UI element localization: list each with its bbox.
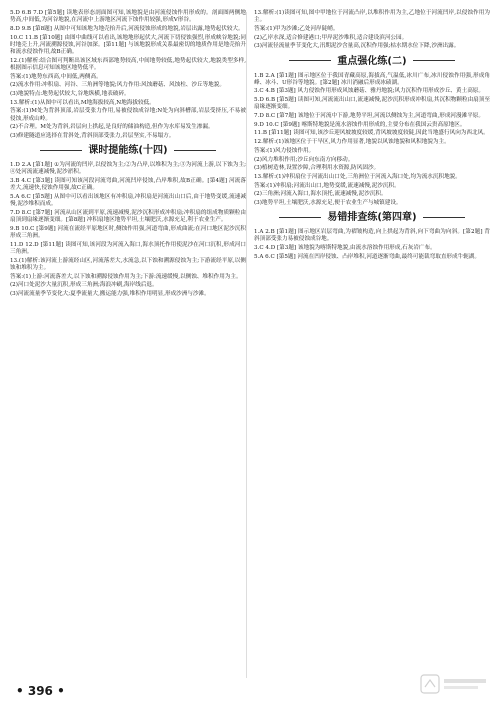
answer-paragraph: 5.D 6.B [第5题] 读图可知,河流流出山口,流速减慢,泥沙沉积形成冲积扇,其沉积物颗粒由扇顶至扇缘逐渐变细。 [254,97,490,111]
answer-paragraph: 10.C 11.B [第10题] 由图中曲线可以看出,该地地形起伏大,河流下切侵蚀强烈,形成峡谷地貌;同时地壳上升,河流溯源侵蚀,河谷加深。[第11题] 与该地貌形成关系最密切的地质作用是地壳抬升和流水侵蚀作用,故B正确。 [10,34,246,56]
answer-paragraph: 9.D 10.C [第9题] 喀斯特地貌是流水溶蚀作用形成的,主要分布在我国云贵高原地区。 [254,121,466,128]
answer-paragraph: 11.B [第11题] 读图可知,该沙丘迎风坡坡度较缓,背风坡坡度较陡,因此当地盛行风向为西北风。 [254,130,489,137]
column-divider [246,12,247,678]
answer-paragraph: (2)三角洲;河流入海口,海水顶托,流速减慢,泥沙沉积。 [254,191,387,198]
page-number-value: 396 [27,684,53,698]
answer-paragraph: 1.D 2.A [第1题] ①为河流的凹岸,以侵蚀为主;②为凸岸,以堆积为主;③为河流上游,以下蚀为主;④处河流流速减慢,泥沙淤积。 [10,162,246,176]
section-heading [254,55,490,69]
answer-paragraph: 13.解析:(1)冲积扇位于河流出山口处,三角洲位于河流入海口处,均为流水沉积地貌。 [254,173,461,180]
answer-paragraph: 12.解析:(1)该地区位于干旱区,风力作用显著,地貌以风蚀地貌和风积地貌为主。 [254,139,450,146]
page-number-bullet: • [52,684,65,698]
answer-paragraph: 13.解析:(1)读图可知,图中甲地位于河流凸岸,以堆积作用为主,乙地位于河流凹岸,以侵蚀作用为主。 [254,10,490,24]
answer-paragraph: 答案:(1)甲为沙滩;乙处河岸陡峭。 [254,25,339,32]
heading-rule [289,60,331,61]
heading-rule [279,217,321,218]
answer-paragraph: 13.解析:(1)从图中可以看出,M地海拔较高,N地海拔较低。 [10,99,155,106]
answer-paragraph: (2)不合理。M处为背斜,岩层向上拱起,是良好的储油构造,但作为水库易发生渗漏。 [10,124,214,131]
answer-paragraph: (3)修建隧道应选择在背斜处,背斜顶部受张力,岩层坚实,不易塌方。 [10,133,175,140]
answer-paragraph: 7.D 8.C [第7题] 河流从山区流到平原,流速减慢,泥沙沉积形成冲积扇;冲积扇的组成物质颗粒由扇顶到扇缘逐渐变细。[第8题] 冲积扇地区地势平坦,土壤肥沃,水源充足,利于农业生产。 [10,209,246,224]
answer-paragraph: 答案:(1)地势东西高,中间低,两侧高。 [10,73,102,80]
heading-rule [423,217,465,218]
answer-paragraph: (3)地势平坦,土壤肥沃,水源充足,便于农业生产与城镇建设。 [254,200,402,207]
answer-paragraph: 答案:(1)上游:河流落差大,以下蚀和溯源侵蚀作用为主;下游:流速缓慢,以侧蚀、堆积作用为主。 [10,273,242,280]
answer-paragraph: 12.(1)解析:结合图可判断出该区域东西部地势较高,中间地势较低,地势起伏较大,地貌类型多样,根据图示信息可知该地区地势低平。 [10,57,246,71]
page-number-bullet: • [16,684,28,698]
answer-paragraph: (2)风力堆积作用;沙丘向东南方向移动。 [254,156,354,163]
answer-paragraph: 11.D 12.D [第11题] 读图可知,该河段为河流入海口,海水顶托作用使泥沙在河口沉积,形成河口三角洲。 [10,241,246,255]
answer-paragraph: (3)河流流量季节变化大;夏季流量大,搬运能力强,堆积作用明显,形成沙洲与沙滩。 [10,291,210,297]
answer-paragraph: (3)河流径流量季节变化大,汛期泥沙含量高,沉积作用强;枯水期水位下降,沙洲出露。 [254,43,460,50]
page-number [16,684,65,698]
section-heading-text: 重点强化练(二) [337,55,407,67]
answer-paragraph: 1.B 2.A [第1题] 图示地区位于我国青藏高原,海拔高,气温低,冰川广布,冰川侵蚀作用强,形成角峰、冰斗、U形谷等地貌。[第2题] 冰川消融后形成冰碛湖。 [254,72,490,86]
left-column [10,10,246,300]
answer-paragraph: (2)河口处泥沙大量沉积,形成三角洲;海浪冲刷,海岸线后退。 [10,282,158,289]
heading-rule [174,150,216,151]
answer-paragraph: 9.B 10.C [第9题] 河流在流经平原地区时,侧蚀作用强,河道弯曲,形成曲流;在河口地区泥沙沉积形成三角洲。 [10,225,246,240]
answer-paragraph: (2)流水作用:冲积扇、河谷、三角洲等地貌;风力作用:风蚀蘑菇、风蚀柱、沙丘等地貌。 [10,82,225,89]
watermark-mark [444,679,486,683]
watermark-mark [421,675,439,693]
section-heading-text: 课时提能练(十四) [88,145,168,157]
answer-paragraph: 5.A 6.C [第5题] 从图中可以看出该地区有冲积扇,冲积扇是河流出山口后,由于地势变缓,流速减慢,泥沙堆积而成。 [10,194,246,208]
heading-rule [413,60,455,61]
answer-paragraph: (3)植树造林,设置沙障,合理利用水资源,防风固沙。 [254,165,380,172]
answer-paragraph: (3)地貌特点:地势起伏较大,谷地纵横,地表破碎。 [10,91,130,98]
answer-paragraph: 13.(1)解析:该河流上游流经山区,河流落差大,水流急,以下蚀和溯源侵蚀为主;下游流经平原,以侧蚀和堆积为主。 [10,257,246,271]
answer-paragraph: 8.D 9.B [第8题] 从图中可知该地为地壳抬升后,河流侵蚀形成的地貌,岩层出露,地势起伏较大。 [10,25,244,32]
answer-paragraph: 答案:(1)风力侵蚀作用。 [254,147,315,154]
watermark-logo [420,672,490,698]
answer-paragraph: 1.A 2.B [第1题] 图示地区岩层弯曲,为褶皱构造,向上拱起为背斜,向下弯曲为向斜。[第2题] 背斜顶部受张力易被侵蚀成谷地。 [254,229,490,243]
right-column [254,10,490,263]
answer-paragraph: 5.A 6.C [第5题] 河流在凹岸侵蚀、凸岸堆积,河道逐渐弯曲,最终可能裁弯取直形成牛轭湖。 [254,253,480,260]
heading-rule [40,150,82,151]
answer-paragraph: 3.C 4.D [第3题] 该地貌为喀斯特地貌,由流水溶蚀作用形成,石灰岩广布。 [254,245,436,252]
section-heading-text: 易错排查练(第四章) [327,212,417,224]
answer-paragraph: 3.B 4.C [第3题] 读图可知该河段河流弯曲,河流凹岸侵蚀,凸岸堆积,故B正确。[第4题] 河流落差大,流速快,侵蚀作用强,故C正确。 [10,178,246,192]
answer-paragraph: 5.D 6.B 7.D [第5题] 读地表形态剖面图可知,该地貌是由河流侵蚀作用形成的。剖面图两侧地势高,中间低,为河谷地貌,在河流中上游地区河流下蚀作用较强,形成V形谷。 [10,10,246,24]
section-heading [10,144,246,158]
answer-paragraph: (2)乙岸水深,适合修建港口;甲岸泥沙堆积,适合建设滨河公园。 [254,34,408,41]
answer-paragraph: 答案:(1)M处为背斜顶部,岩层受张力作用,易被侵蚀成谷地;N处为向斜槽部,岩层受挤压,不易被侵蚀,形成山岭。 [10,108,246,122]
answer-paragraph: 7.D 8.C [第7题] 该地位于河流中下游,地势平坦,河流以侧蚀为主,河道弯曲,形成河漫滩平原。 [254,113,484,120]
answer-paragraph: 答案:(1)冲积扇;河流出山口,地势变缓,流速减慢,泥沙沉积。 [254,182,400,189]
answer-paragraph: 3.C 4.B [第3题] 风力侵蚀作用形成风蚀蘑菇、雅丹地貌;风力沉积作用形成沙丘、黄土高原。 [254,88,484,95]
watermark-mark [444,686,478,689]
section-heading [254,211,490,225]
watermark-mark [425,680,435,687]
